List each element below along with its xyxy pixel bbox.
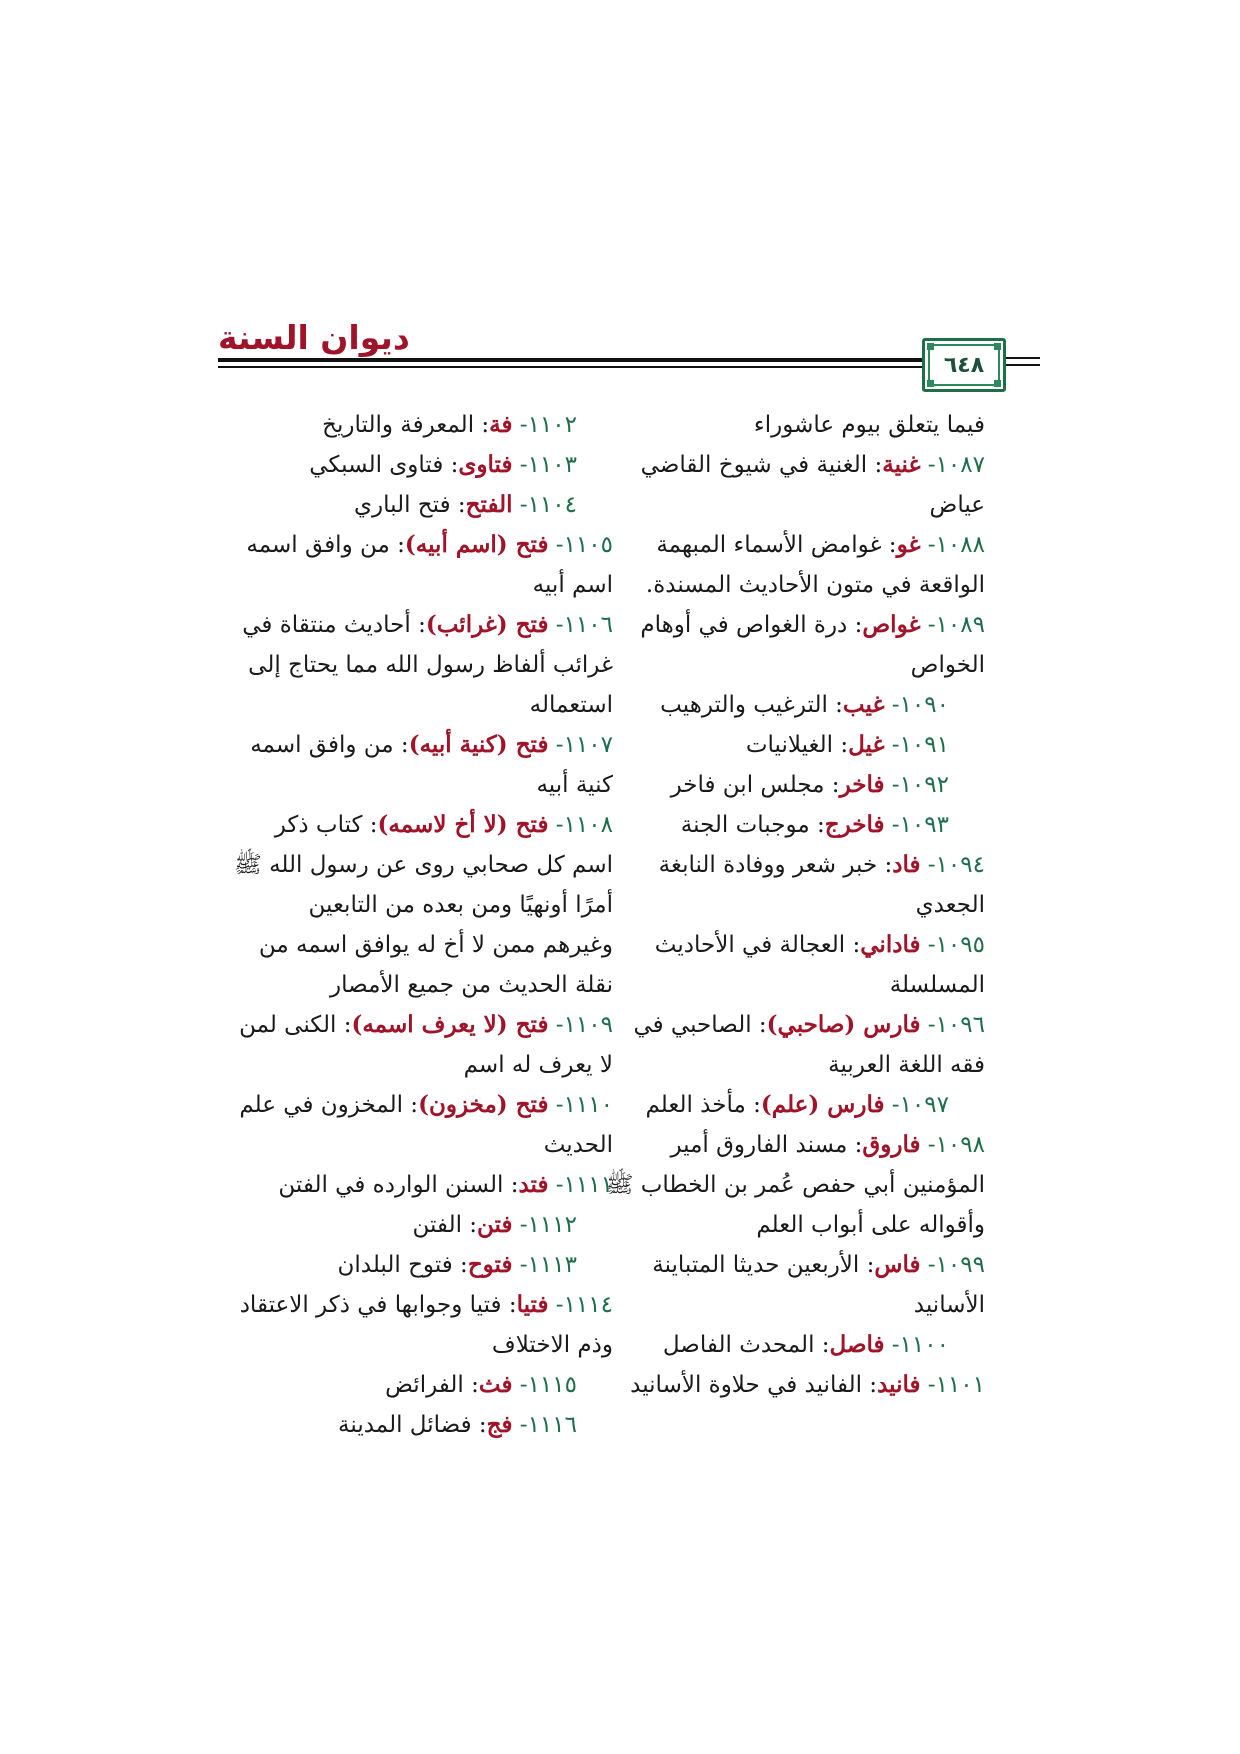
- entry-abbreviation: فاخر: [839, 771, 885, 798]
- list-item: ١١٠٧- فتح (كنية أبيه): من وافق اسمه كنية أبيه: [250, 731, 613, 798]
- entry-number: ١١٠٨-: [555, 812, 613, 838]
- entry-title: الفتن: [412, 1212, 462, 1238]
- right-column: [605, 405, 985, 1405]
- entry-abbreviation: فتيا: [516, 1291, 549, 1318]
- entry-number: ١١٠٢-: [519, 412, 577, 438]
- entry-title: المعرفة والتاريخ: [322, 412, 475, 438]
- entry-number: ١٠٩١-: [891, 732, 949, 758]
- entry-title: الفرائض: [385, 1372, 464, 1398]
- entry-abbreviation: فة: [489, 411, 513, 438]
- entry-abbreviation: فتح (اسم أبيه): [404, 531, 549, 558]
- entry-title: المخزون في علم الحديث: [239, 1092, 613, 1158]
- entry-number: ١١١٢-: [519, 1212, 577, 1238]
- entry-abbreviation: غيل: [848, 731, 885, 758]
- entry-title: الغنية في شيوخ القاضي عياض: [640, 452, 985, 518]
- list-item: ١١٠٦- فتح (غرائب): أحاديث منتقاة في غرائب ألفاظ رسول الله مما يحتاج إلى استعماله: [242, 611, 613, 718]
- entry-abbreviation: فتد: [518, 1171, 549, 1198]
- entry-number: ١١١٤-: [555, 1292, 613, 1318]
- list-item: ١٠٩٢- فاخر: مجلس ابن فاخر: [670, 771, 949, 798]
- list-item: ١٠٩٨- فاروق: مسند الفاروق أمير المؤمنين أبي حفص عُمر بن الخطاب ﷺ وأقواله على أبواب العلم: [605, 1131, 985, 1238]
- entry-number: ١٠٨٨-: [927, 532, 985, 558]
- entry-title: كتاب ذكر اسم كل صحابي روى عن رسول الله ﷺ أمرًا أونهيًا ومن بعده من التابعين وغيرهم ممن لا أخ له يوافق اسمه من نقلة الحديث من جميع الأمصار: [233, 812, 613, 998]
- entry-title: فتيا وجوابها في ذكر الاعتقاد وذم الاختلاف: [239, 1292, 613, 1358]
- entry-abbreviation: فتوح: [467, 1251, 513, 1278]
- entry-number: ١٠٩٥-: [927, 932, 985, 958]
- entry-number: ١١٠٦-: [555, 612, 613, 638]
- entry-abbreviation: فج: [486, 1411, 513, 1438]
- list-item: ١١١٠- فتح (مخزون): المخزون في علم الحديث: [239, 1091, 613, 1158]
- entry-title: فتح الباري: [354, 492, 451, 518]
- list-item: ١٠٩١- غيل: الغيلانيات: [745, 731, 949, 758]
- entry-abbreviation: فتح (لا يعرف اسمه): [351, 1011, 549, 1038]
- entry-number: ١٠٩٤-: [927, 852, 985, 878]
- entry-title: من وافق اسمه كنية أبيه: [250, 732, 613, 798]
- entry-number: ١١٠٠-: [891, 1332, 949, 1358]
- entry-title: الفانيد في حلاوة الأسانيد: [630, 1372, 862, 1398]
- entry-abbreviation: غنية: [882, 451, 921, 478]
- entry-abbreviation: فاد: [892, 851, 921, 878]
- entry-title: خبر شعر ووفادة النابغة الجعدي: [658, 852, 985, 918]
- ornament-corner: [994, 343, 1001, 350]
- list-item: ١١٠٣- فتاوى: فتاوى السبكي: [309, 451, 577, 478]
- entry-title: فضائل المدينة: [338, 1412, 472, 1438]
- entry-number: ١١١٣-: [519, 1252, 577, 1278]
- entry-number: ١١٠٥-: [555, 532, 613, 558]
- entry-abbreviation: فارس (صاحبي): [766, 1011, 921, 1038]
- entry-abbreviation: فث: [478, 1371, 513, 1398]
- entry-number: ١٠٩٧-: [891, 1092, 949, 1118]
- continuation-text: فيما يتعلق بيوم عاشوراء: [753, 412, 985, 438]
- entry-title: العجالة في الأحاديث المسلسلة: [654, 932, 985, 998]
- entry-number: ١٠٩٢-: [891, 772, 949, 798]
- list-item: ١٠٩٥- فاداني: العجالة في الأحاديث المسلسلة: [654, 931, 985, 998]
- entry-number: ١٠٨٩-: [927, 612, 985, 638]
- page-number-badge: [922, 338, 1006, 392]
- entry-abbreviation: فارس (علم): [760, 1091, 885, 1118]
- header-rule-right-bottom: [1000, 364, 1040, 366]
- entry-abbreviation: فاصل: [829, 1331, 885, 1358]
- header-rule-thick: [218, 358, 990, 362]
- entry-number: ١١٠٣-: [519, 452, 577, 478]
- entry-number: ١١١٠-: [555, 1092, 613, 1118]
- list-item: ١٠٩٦- فارس (صاحبي): الصاحبي في فقه اللغة العربية: [633, 1011, 985, 1078]
- list-item: ١١٠٠- فاصل: المحدث الفاصل: [662, 1331, 949, 1358]
- entry-abbreviation: فتاوى: [458, 451, 513, 478]
- list-item: ١٠٩٩- فاس: الأربعين حديثا المتباينة الأسانيد: [652, 1251, 985, 1318]
- entry-title: فتاوى السبكي: [309, 452, 444, 478]
- entry-number: ١٠٩٨-: [927, 1132, 985, 1158]
- entry-number: ١٠٩٦-: [927, 1012, 985, 1038]
- ornament-corner: [927, 380, 934, 387]
- list-item: ١٠٩٧- فارس (علم): مأخذ العلم: [645, 1091, 949, 1118]
- entry-abbreviation: فاروق: [862, 1131, 921, 1158]
- entry-title: أحاديث منتقاة في غرائب ألفاظ رسول الله مما يحتاج إلى استعماله: [242, 612, 613, 718]
- list-item: ١١١١- فتد: السنن الوارده في الفتن: [278, 1171, 613, 1198]
- entry-number: ١١٠١-: [927, 1372, 985, 1398]
- entry-number: ١٠٩٩-: [927, 1252, 985, 1278]
- list-item: ١٠٨٨- غو: غوامض الأسماء المبهمة الواقعة في متون الأحاديث المسندة.: [645, 531, 985, 598]
- page-number: ٦٤٨: [943, 352, 985, 378]
- entry-abbreviation: فاداني: [860, 931, 921, 958]
- list-item: ١١٠٩- فتح (لا يعرف اسمه): الكنى لمن لا يعرف له اسم: [239, 1011, 613, 1078]
- entry-number: ١١١١-: [555, 1172, 613, 1198]
- list-item: ١١٠٨- فتح (لا أخ لاسمه): كتاب ذكر اسم كل صحابي روى عن رسول الله ﷺ أمرًا أونهيًا ومن بعده من التابعين وغيرهم ممن لا أخ له يوافق اسمه من نقلة الحديث من جميع الأمصار: [233, 811, 613, 998]
- entry-title: من وافق اسمه اسم أبيه: [246, 532, 613, 598]
- header-rule-thin: [218, 366, 990, 368]
- list-item: ١٠٨٩- غواص: درة الغواص في أوهام الخواص: [640, 611, 985, 678]
- entry-title: مسند الفاروق أمير المؤمنين أبي حفص عُمر بن الخطاب ﷺ وأقواله على أبواب العلم: [605, 1132, 985, 1238]
- list-item: ١٠٩٤- فاد: خبر شعر ووفادة النابغة الجعدي: [658, 851, 985, 918]
- entry-number: ١١٠٩-: [555, 1012, 613, 1038]
- book-title: ديوان السنة: [218, 318, 410, 357]
- entry-title: مجلس ابن فاخر: [670, 772, 825, 798]
- entry-title: الغيلانيات: [745, 732, 834, 758]
- entry-number: ١١٠٤-: [519, 492, 577, 518]
- entry-abbreviation: فتح (مخزون): [418, 1091, 549, 1118]
- entry-abbreviation: فتح (كنية أبيه): [408, 731, 549, 758]
- entry-number: ١١١٥-: [519, 1372, 577, 1398]
- entry-abbreviation: فاس: [874, 1251, 921, 1278]
- entry-abbreviation: فتح (لا أخ لاسمه): [377, 811, 549, 838]
- list-item: ١١٠٥- فتح (اسم أبيه): من وافق اسمه اسم أبيه: [246, 531, 613, 598]
- entry-title: غوامض الأسماء المبهمة الواقعة في متون الأحاديث المسندة.: [645, 532, 985, 598]
- entry-abbreviation: فاخرج: [824, 811, 885, 838]
- entry-title: الصاحبي في فقه اللغة العربية: [633, 1012, 985, 1078]
- entry-title: المحدث الفاصل: [662, 1332, 815, 1358]
- entry-abbreviation: فتن: [477, 1211, 513, 1238]
- entry-number: ١١١٦-: [519, 1412, 577, 1438]
- entry-number: ١٠٨٧-: [927, 452, 985, 478]
- list-item: ١١١٦- فج: فضائل المدينة: [338, 1411, 577, 1438]
- list-item: ١١٠٤- الفتح: فتح الباري: [354, 491, 577, 518]
- list-item: ١١١٤- فتيا: فتيا وجوابها في ذكر الاعتقاد وذم الاختلاف: [239, 1291, 613, 1358]
- entry-title: الترغيب والترهيب: [660, 692, 828, 718]
- list-item: ١١١٥- فث: الفرائض: [385, 1371, 577, 1398]
- ornament-corner: [927, 343, 934, 350]
- entry-title: الأربعين حديثا المتباينة الأسانيد: [652, 1252, 985, 1318]
- entry-abbreviation: غيب: [842, 691, 885, 718]
- entry-title: الكنى لمن لا يعرف له اسم: [239, 1012, 613, 1078]
- list-item: ١١١٢- فتن: الفتن: [412, 1211, 577, 1238]
- entry-abbreviation: الفتح: [465, 491, 513, 518]
- entry-title: مأخذ العلم: [645, 1092, 746, 1118]
- entry-title: موجبات الجنة: [680, 812, 810, 838]
- list-item: ١١١٣- فتوح: فتوح البلدان: [337, 1251, 577, 1278]
- entry-title: السنن الوارده في الفتن: [278, 1172, 504, 1198]
- entry-title: درة الغواص في أوهام الخواص: [640, 612, 985, 678]
- list-item: ١٠٩٠- غيب: الترغيب والترهيب: [660, 691, 949, 718]
- entry-number: ١٠٩٣-: [891, 812, 949, 838]
- ornament-corner: [994, 380, 1001, 387]
- entry-title: فتوح البلدان: [337, 1252, 453, 1278]
- list-item: ١٠٩٣- فاخرج: موجبات الجنة: [680, 811, 949, 838]
- header-rule-right-top: [1000, 357, 1040, 359]
- list-item: ١١٠٢- فة: المعرفة والتاريخ: [322, 411, 577, 438]
- entry-number: ١٠٩٠-: [891, 692, 949, 718]
- entry-abbreviation: غواص: [862, 611, 921, 638]
- list-item: ١٠٨٧- غنية: الغنية في شيوخ القاضي عياض: [640, 451, 985, 518]
- list-item: ١١٠١- فانيد: الفانيد في حلاوة الأسانيد: [630, 1371, 985, 1398]
- left-column: [233, 405, 613, 1445]
- entry-abbreviation: فانيد: [877, 1371, 921, 1398]
- entry-number: ١١٠٧-: [555, 732, 613, 758]
- entry-abbreviation: فتح (غرائب): [425, 611, 549, 638]
- entry-abbreviation: غو: [896, 531, 921, 558]
